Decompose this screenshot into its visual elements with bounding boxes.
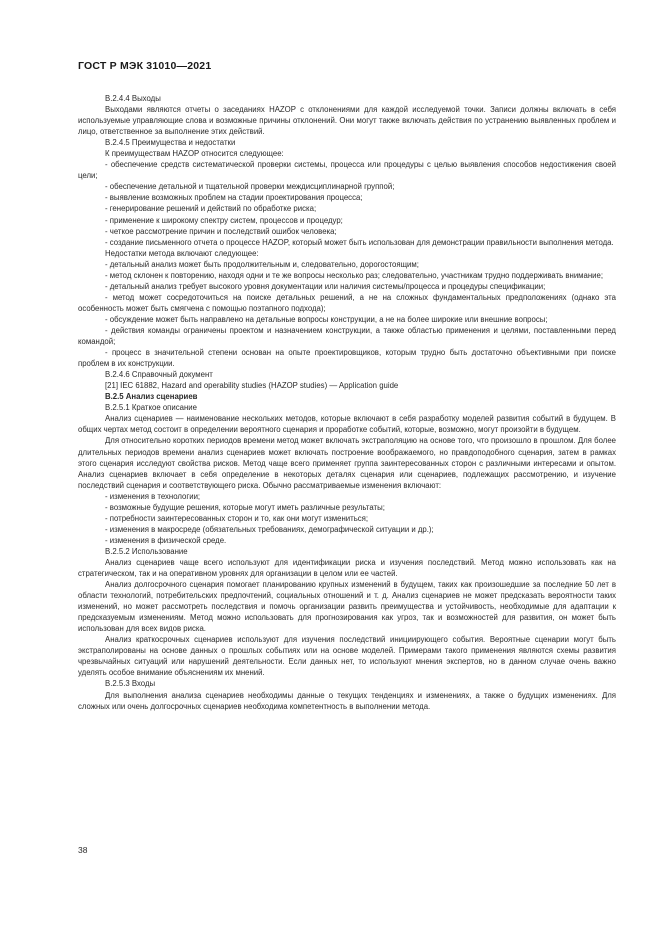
paragraph: - детальный анализ требует высокого уровня документации или наличия системы/процесса и процедуры спецификации; [105,281,546,291]
section-heading: B.2.5 Анализ сценариев [105,392,198,402]
paragraph: Анализ сценариев чаще всего используют для идентификации риска и изучения последствий. Метод можно использовать как на стратегическом, так и на оперативном уровнях для организации в целом или ее частей. [78,557,616,579]
paragraph: - применение к широкому спектру систем, процессов и процедур; [105,215,343,225]
section-heading: B.2.4.4 Выходы [105,94,161,103]
paragraph: Недостатки метода включают следующее: [105,248,259,258]
paragraph: Анализ долгосрочного сценария помогает планированию крупных изменений в будущем, таких как произошедшие за последние 50 лет в области технологий, потребительских предпочтений, социальных отношений и т. д. Анализ сценариев не может предсказать вероятности таких изменений, но может рассмотреть последствия и помочь организации развить преимущества и устойчивость, необходимые для адаптации к предсказуемым изменениям. Метод можно использовать для прогнозирования как угроз, так и возможностей для развития, он может быть использован для всех видов риска. [78,580,616,634]
paragraph: К преимуществам HAZOP относится следующее: [105,149,284,159]
document-body [78,93,616,712]
paragraph: - потребности заинтересованных сторон и то, как они могут измениться; [105,513,369,523]
section-heading: B.2.4.5 Преимущества и недостатки [105,138,236,148]
paragraph: - изменения в макросреде (обязательных требованиях, демографической ситуации и др.); [105,524,434,534]
paragraph: - возможные будущие решения, которые могут иметь различные результаты; [105,502,385,512]
paragraph: Для относительно коротких периодов времени метод может включать экстраполяцию на основе того, что произошло в прошлом. Для более длительных периодов времени анализ сценариев может включать построение воображаемого, но правдоподобного сценария, затем в рамках этого сценария исследуют свойства рисков. Метод чаще всего применяет группа заинтересованных сторон с различными интересами и опытом. Анализ сценариев включает в себя определение в некоторых деталях сценария или сценариев, подлежащих рассмотрению, и изучение последствий сценария и соответствующего риска. Обычно рассматриваемые изменения включают: [78,436,616,490]
paragraph: - метод может сосредоточиться на поиске детальных решений, а не на сложных фундаментальных предположениях (однако эта особенность может быть смягчена с помощью поэтапного подхода); [78,292,616,313]
paragraph: - изменения в технологии; [105,491,201,501]
paragraph: - детальный анализ может быть продолжительным и, следовательно, дорогостоящим; [105,259,419,269]
page-number: 38 [78,845,88,855]
paragraph: - четкое рассмотрение причин и последствий ошибок человека; [105,226,337,236]
paragraph: Для выполнения анализа сценариев необходимы данные о текущих тенденциях и изменениях, а также о будущих изменениях. Для сложных или очень долгосрочных сценариев необходима компетентность в выполнении метода. [78,690,616,711]
section-heading: B.2.5.3 Входы [105,679,156,689]
paragraph: - обеспечение детальной и тщательной проверки междисциплинарной группой; [105,182,395,192]
section-heading: B.2.4.6 Справочный документ [105,370,213,380]
paragraph: - обеспечение средств систематической проверки системы, процесса или процедуры с целью выявления способов недостижения своей цели; [78,160,616,181]
section-heading: B.2.5.1 Краткое описание [105,403,197,413]
paragraph: - процесс в значительной степени основан на опыте проектировщиков, которым трудно быть достаточно объективными при поиске проблем в их конструкции. [78,348,616,369]
paragraph: - выявление возможных проблем на стадии проектирования процесса; [105,193,363,203]
paragraph: - изменения в физической среде. [105,535,227,545]
paragraph: Анализ сценариев — наименование нескольких методов, которые включают в себя разработку моделей развития событий в будущем. В общих чертах метод состоит в определении вероятного сценария и проработке событий, которые, возможно, могут произойти в будущем. [78,414,616,435]
paragraph: - генерирование решений и действий по обработке риска; [105,204,317,214]
paragraph: Анализ краткосрочных сценариев используют для изучения последствий инициирующего события. Вероятные сценарии могут быть экстраполированы на основе данных о прошлых событиях или на основе моделей. Примерами такого применения являются схемы развития чрезвычайных ситуаций или нарушений деятельности. Если данных нет, то используют мнения экспертов, но в данном случае очень важно уделять особое внимание объяснениям их мнений. [78,635,616,678]
paragraph: - обсуждение может быть направлено на детальные вопросы конструкции, а не на более широкие или внешние вопросы; [105,314,548,324]
page-header: ГОСТ Р МЭК 31010—2021 [78,60,212,72]
paragraph: - действия команды ограничены проектом и назначением конструкции, а также областью применения и целями, поставленными перед командой; [78,325,616,347]
section-heading: B.2.5.2 Использование [105,546,188,556]
paragraph: Выходами являются отчеты о заседаниях HAZOP с отклонениями для каждой исследуемой точки. Записи должны включать в себя используемые управляющие слова и возможные причины отклонений. Они могут также включать действия по устранению выявленных проблем и лицо, ответственное за выполнение этих действий. [78,105,616,137]
paragraph: - создание письменного отчета о процессе HAZOP, который может быть использован для демонстрации правильности выполнения метода. [105,237,614,247]
section-heading: [21] IEC 61882, Hazard and operability studies (HAZOP studies) — Application guide [105,381,399,391]
paragraph: - метод склонен к повторению, находя одни и те же вопросы несколько раз; следовательно, участникам трудно поддерживать внимание; [105,270,604,280]
